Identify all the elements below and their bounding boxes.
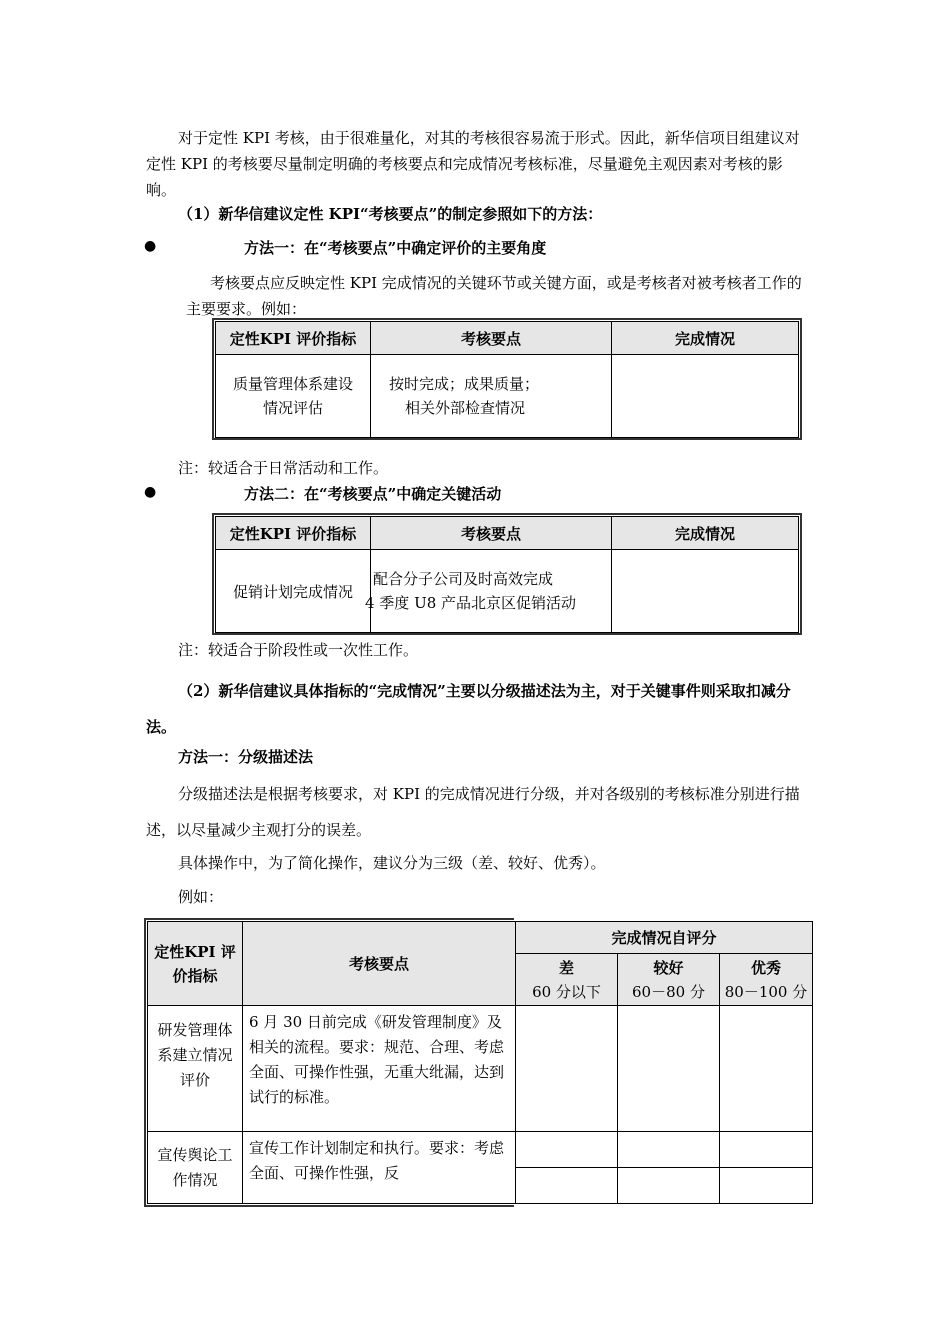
table3-row2-score-excellent-extra bbox=[720, 1168, 813, 1204]
grading-method-title: 方法一：分级描述法 bbox=[178, 748, 314, 766]
note1: 注：较适合于日常活动和工作。 bbox=[178, 459, 389, 477]
intro-paragraph: 对于定性 KPI 考核，由于很难量化，对其的考核很容易流于形式。因此，新华信项目组建议对定性 KPI 的考核要尽量制定明确的考核要点和完成情况考核标准，尽量避免主观因素对考核的影响。 bbox=[146, 129, 800, 199]
table1 bbox=[215, 321, 799, 438]
table1-points-line1: 按时完成；成果质量； bbox=[389, 375, 540, 393]
table3-level-excellent bbox=[720, 954, 813, 1006]
level-range: 60 分以下 bbox=[532, 982, 601, 1001]
method1-description: 考核要点应反映定性 KPI 完成情况的关键环节或关键方面，或是考核者对被考核者工作的主要要求。例如： bbox=[186, 274, 802, 318]
table3-header-points: 考核要点 bbox=[243, 922, 516, 1006]
method2-title: 方法二：在“考核要点”中确定关键活动 bbox=[244, 485, 502, 503]
table2-cell-indicator: 促销计划完成情况 bbox=[216, 550, 371, 633]
table2-header-status: 完成情况 bbox=[612, 517, 799, 550]
table3-row2-score-good-extra bbox=[618, 1168, 720, 1204]
table2-cell-status bbox=[612, 550, 799, 633]
section2-heading: （2）新华信建议具体指标的“完成情况”主要以分级描述法为主，对于关键事件则采取扣减分法。 bbox=[146, 682, 791, 736]
note2: 注：较适合于阶段性或一次性工作。 bbox=[178, 641, 419, 659]
table3-header-indicator: 定性KPI 评价指标 bbox=[148, 922, 243, 1006]
operation-description: 具体操作中，为了简化操作，建议分为三级（差、较好、优秀）。 bbox=[178, 854, 606, 872]
table2-cell-points bbox=[365, 550, 612, 633]
table2-header-indicator: 定性KPI 评价指标 bbox=[216, 517, 371, 550]
table3-row1-score-poor bbox=[516, 1006, 618, 1132]
table3-row2-score-poor bbox=[516, 1132, 618, 1168]
level-range: 80－100 分 bbox=[724, 982, 808, 1001]
table3-level-poor bbox=[516, 954, 618, 1006]
table3-header-self-score: 完成情况自评分 bbox=[516, 922, 813, 954]
table1-cell-status bbox=[612, 355, 799, 438]
section1-heading: （1）新华信建议定性 KPI“考核要点”的制定参照如下的方法： bbox=[178, 205, 603, 223]
table3-row1-score-excellent bbox=[720, 1006, 813, 1132]
table2 bbox=[215, 516, 799, 633]
table3-row1-score-good bbox=[618, 1006, 720, 1132]
table1-header-indicator: 定性KPI 评价指标 bbox=[216, 322, 371, 355]
level-name: 优秀 bbox=[750, 958, 781, 977]
table1-cell-points bbox=[371, 355, 612, 438]
table2-points-line1: 配合分子公司及时高效完成 bbox=[373, 570, 554, 588]
level-range: 60－80 分 bbox=[632, 982, 705, 1001]
table1-header-status: 完成情况 bbox=[612, 322, 799, 355]
table3-row2-indicator: 宣传舆论工作情况 bbox=[148, 1132, 243, 1204]
table1-cell-indicator: 质量管理体系建设情况评估 bbox=[216, 355, 371, 438]
table2-header-points: 考核要点 bbox=[371, 517, 612, 550]
table3-row1-points: 6 月 30 日前完成《研发管理制度》及相关的流程。要求：规范、合理、考虑全面、可操作性强，无重大纰漏，达到试行的标准。 bbox=[243, 1006, 516, 1132]
level-name: 较好 bbox=[653, 958, 684, 977]
method1-title: 方法一：在“考核要点”中确定评价的主要角度 bbox=[244, 239, 547, 257]
table3-row2-score-good bbox=[618, 1132, 720, 1168]
table1-header-points: 考核要点 bbox=[371, 322, 612, 355]
table2-points-line2: 4 季度 U8 产品北京区促销活动 bbox=[365, 594, 577, 612]
example-label: 例如： bbox=[178, 888, 224, 906]
table3 bbox=[147, 921, 813, 1204]
table3-row1-indicator: 研发管理体系建立情况评价 bbox=[148, 1006, 243, 1132]
bullet-icon: ● bbox=[144, 484, 157, 500]
level-name: 差 bbox=[558, 958, 574, 977]
bullet-icon: ● bbox=[144, 238, 157, 254]
table3-row2-score-excellent bbox=[720, 1132, 813, 1168]
table3-row2-points: 宣传工作计划制定和执行。要求：考虑全面、可操作性强，反 bbox=[243, 1132, 516, 1204]
table1-points-line2: 相关外部检查情况 bbox=[405, 399, 526, 417]
table3-row2-score-poor-extra bbox=[516, 1168, 618, 1204]
grading-description: 分级描述法是根据考核要求，对 KPI 的完成情况进行分级，并对各级别的考核标准分别进行描述，以尽量减少主观打分的误差。 bbox=[146, 785, 800, 839]
table3-level-good bbox=[618, 954, 720, 1006]
